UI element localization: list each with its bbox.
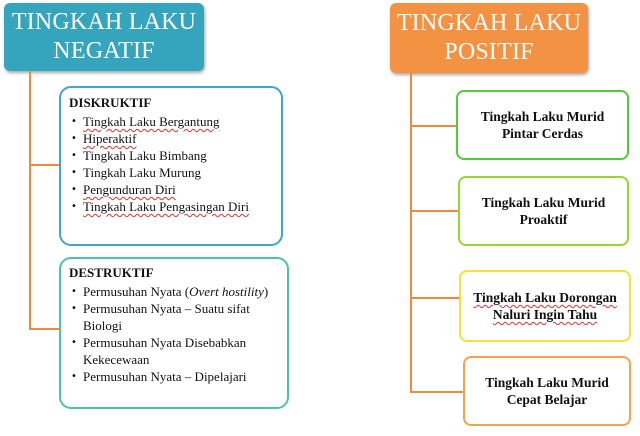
- list-item-text: Permusuhan Nyata Disebabkan Kekecewaan: [83, 335, 247, 367]
- list-item: [83, 283, 279, 300]
- list-item-italic: Overt hostility: [189, 284, 264, 299]
- positive-connector-branch-3: [410, 297, 459, 299]
- positive-header-line1: TINGKAH LAKU: [396, 10, 582, 36]
- diskruktif-box: [59, 86, 283, 246]
- positive-connector-branch-2: [410, 210, 458, 212]
- list-item-text: Tingkah Laku Bergantung: [83, 114, 220, 129]
- list-item-text: Permusuhan Nyata (: [83, 284, 190, 299]
- positive-header-line2: POSITIF: [444, 39, 534, 65]
- positive-box-3-text: Tingkah Laku Dorongan Naluri Ingin Tahu: [473, 290, 617, 322]
- positive-box-3: [459, 270, 631, 342]
- positive-connector-branch-1: [410, 125, 456, 127]
- positive-box-1: [456, 90, 629, 160]
- negative-header-line1: TINGKAH LAKU: [11, 9, 197, 35]
- negative-header-line2: NEGATIF: [53, 38, 155, 64]
- list-item: [83, 368, 279, 385]
- list-item: [83, 147, 273, 164]
- positive-box-1-text: Tingkah Laku Murid Pintar Cerdas: [480, 109, 605, 141]
- diskruktif-list: [69, 113, 273, 215]
- list-item: [83, 198, 273, 215]
- destruktif-box: [59, 257, 289, 409]
- negative-connector-branch-1: [29, 164, 60, 166]
- positive-box-4: [463, 356, 631, 426]
- list-item: [83, 300, 279, 334]
- positive-header: [390, 3, 588, 73]
- positive-box-2-text: Tingkah Laku Murid Proaktif: [481, 195, 606, 227]
- list-item: [83, 130, 273, 147]
- destruktif-heading: DESTRUKTIF: [69, 265, 154, 280]
- negative-connector-branch-2: [29, 328, 60, 330]
- destruktif-list: [69, 283, 279, 385]
- list-item-text: ): [263, 284, 269, 299]
- list-item-text: Permusuhan Nyata – Dipelajari: [83, 369, 247, 384]
- positive-connector-branch-4: [410, 391, 463, 393]
- diskruktif-heading: DISKRUKTIF: [69, 95, 152, 110]
- list-item: [83, 164, 273, 181]
- list-item-text: Hiperaktif: [83, 131, 137, 146]
- list-item: [83, 113, 273, 130]
- list-item-text: Permusuhan Nyata – Suatu sifat Biologi: [83, 301, 250, 333]
- list-item-text: Tingkah Laku Murung: [83, 165, 201, 180]
- list-item: [83, 334, 279, 368]
- negative-header: [4, 3, 204, 71]
- positive-box-4-text: Tingkah Laku Murid Cepat Belajar: [485, 375, 609, 407]
- positive-box-2: [458, 176, 629, 246]
- positive-connector-vertical: [410, 73, 412, 393]
- list-item-text: Tingkah Laku Pengasingan Diri: [83, 199, 249, 214]
- negative-connector-vertical: [29, 71, 31, 330]
- list-item-text: Pengunduran Diri: [83, 182, 176, 197]
- list-item-text: Tingkah Laku Bimbang: [83, 148, 207, 163]
- list-item: [83, 181, 273, 198]
